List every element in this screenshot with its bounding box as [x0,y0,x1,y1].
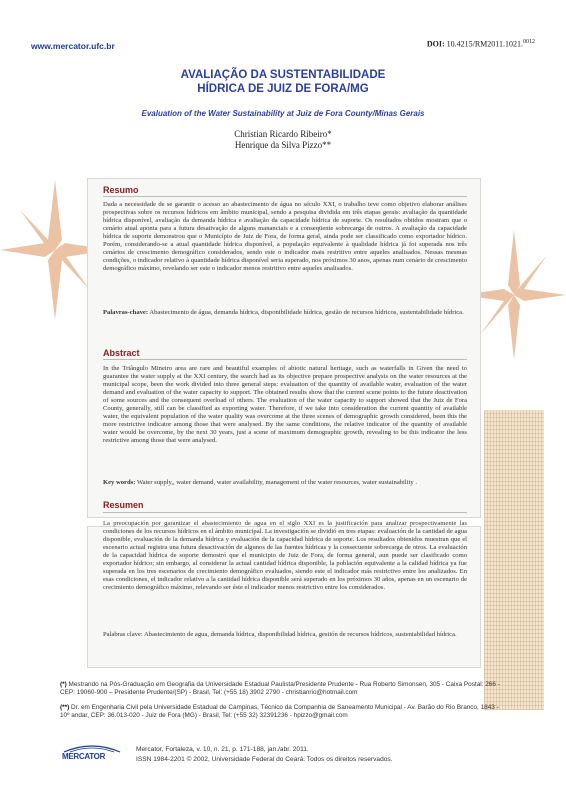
resumo-divider [103,196,467,197]
footnote-2-mark: (**) [60,703,70,711]
footnote-1-text: Mestrando na Pós-Graduação em Geografia da Universidade Estadual Paulista/Presidente Prudente - Rua Roberto Simonsen, 305 - Caixa Postal: 266 - CEP: 19060-900 – Presidente Prudente/(SP) - Brasil, Tel: (+55 18) 3902 2790 - christianrio@hotmail.com [60,681,500,697]
footnote-2-text: Dr. em Engenharia Civil pela Universidade Estadual de Campinas, Técnico da Companhia de Saneamento Municipal - Av. Barão do Rio Branco, 1843 - 10º andar, CEP: 36.013-020 - Juiz de Fora (MG) - Brasil, Tel: (+55 32) 32391236 - hpizzo@gmail.com [60,703,499,720]
doi [427,39,535,49]
abstract-text: In the Triângulo Mineiro area are rare and beautiful examples of abiotic natural heritage, such as waterfalls in Given the need to guarantee the water supply at the XXI century, the search had as its objective prepare prospective analysis on the water resources at the municipal scope, been the work divided into three general steps: evaluation of the quantity of available water, evaluation of the water demand and evaluation of the water capacity to support. The obtained results show that the current scene points to the future deactivation of some sources and the consequent overload of others. The evaluation of the water capacity to support showed that the Juiz de Fora County, generally, still can be classified as exporting water. Therefore, if we take into consideration the current quantity of available water, the equivalent population of the water quality was overcome at the three scenes of demographic growth considered, been this the more restrictive indicator among those that were analysed. By the same conditions, the relative indicator of the quantity of available water would be overcome, by the next 30 years, just a scene of maximum demographic growth, revealing to be this indicator the less restrictive among those that were analysed. [103,365,467,444]
authors [0,129,566,151]
doi-value: 10.4215/RM2011.1021. [446,39,523,49]
resumen-keywords-label: Palabras clave: [103,631,143,638]
logo-wordmark: MERCATOR [62,752,106,761]
doi-label: DOI: [426,39,445,49]
resumen-heading: Resumen [103,500,144,510]
article-subtitle: Evaluation of the Water Sustainability at Juiz de Fora County/Minas Gerais [141,109,425,118]
resumo-text: Dada a necessidade de se garantir o acesso ao abastecimento de água no século XXI, o trabalho teve como objetivo elaborar análises prospectivas sobre os recursos hídricos em âmbito municipal, sendo a pesquisa dividida em três etapas gerais: avaliação da quantidade hídrica disponível, avaliação da demanda hídrica e avaliação da capacidade hídrica de suporte. Os resultados obtidos mostram que o cenário atual aponta para a futura desativação de alguns mananciais e a conseqüente sobrecarga de outros. A avaliação da capacidade hídrica de suporte demonstrou que o Município de Juiz de Fora, de forma geral, ainda pode ser classificado como exportador hídrico. Porém, considerando-se a atual quantidade hídrica disponível, a população equivalente à qualidade hídrica já foi superada nos três cenários de crescimento demográfico considerados, sendo este o indicador mais restritivo entre aqueles analisados. Nessas mesmas condições, o indicador relativo à quantidade hídrica disponível seria superado, nos próximos 30 anos, apenas num cenário de crescimento demográfico máximo, revelando ser este o indicador menos restritivo entre aqueles analisados. [103,201,467,272]
title-line-1: AVALIAÇÃO DA SUSTENTABILIDADE [180,69,386,81]
journal-url-link[interactable]: www.mercator.ufc.br [31,41,115,51]
abstract-keywords [103,479,467,487]
footnote-2 [60,704,506,721]
resumen-keywords [103,631,467,639]
abstract-divider [103,359,467,360]
footnote-1-mark: (*) [60,681,67,688]
footnotes [60,681,506,721]
paper-texture-decoration [484,410,544,710]
resumo-heading: Resumo [103,185,139,195]
abstract-keywords-value: Water supply,, water demand, water availability, management of the water resources, water sustainability . [136,479,417,486]
resumo-keywords-label: Palavras-chave: [103,309,149,316]
doi-suffix: 0012 [523,39,535,45]
resumo-keywords [103,309,467,317]
abstract-heading: Abstract [103,348,140,358]
resumen-divider [103,512,467,513]
author-2: Henrique da Silva Pizzo** [234,140,332,150]
resumen-text: La preocupación por garantizar el abastecimiento de agua en el siglo XXI es la justificación para analizar prospectivamente las condiciones de los recursos hídricos en el ámbito municipal. La investigación se dividió en tres etapas: evaluación de la cantidad de agua disponible, evaluación de la demanda hídrica y evaluación de la capacidad hídrica de soporte. Los resultados obtenidos muestran que el escenario actual registra una futura desactivación de algunos de las fuentes hídricas y la consecuente sobrecarga de otros. La evaluación de la capacidad hídrica de soporte demostró que el municipio de Juiz de Fora, de forma general, aun puede ser clasificado como exportador hídrico; sin embargo, al considerar la actual cantidad hídrica disponible, la población equivalente a la calidad hídrica ya fue superada en los tres escenarios de crecimiento demográfico evaluados, siendo este el indicador más restrictivo entre los analizados. En esas condiciones, el indicador relativo a la cantidad hídrica disponible será superado en los próximos 30 años, apenas en un escenario de crecimiento demográfico máximo, relevando ser éste el indicador menos restrictivo entre los considerados. [103,520,467,591]
resumo-keywords-value: Abastecimento de água, demanda hídrica, disponibilidade hídrica, gestão de recursos hídricos, sustentabilidade hídrica. [149,309,464,316]
journal-line-1: Mercator, Fortaleza, v. 10, n. 21, p. 171-188, jan./abr. 2011. [136,746,309,753]
resumen-keywords-value: Abastecimiento de agua, demanda hídrica, disponibilidad hídrica, gestión de recursos hídricos, sustentabilidad hídrica. [144,631,457,638]
journal-line-2: ISSN 1984-2201 © 2002, Universidade Federal do Ceará. Todos os direitos reservados. [136,756,393,763]
author-1: Christian Ricardo Ribeiro* [234,129,332,139]
journal-citation [136,745,393,765]
article-title [0,68,566,96]
footnote-1 [60,681,506,698]
abstract-keywords-label: Key words: [103,479,136,486]
title-line-2: HÍDRICA DE JUIZ DE FORA/MG [197,83,369,95]
